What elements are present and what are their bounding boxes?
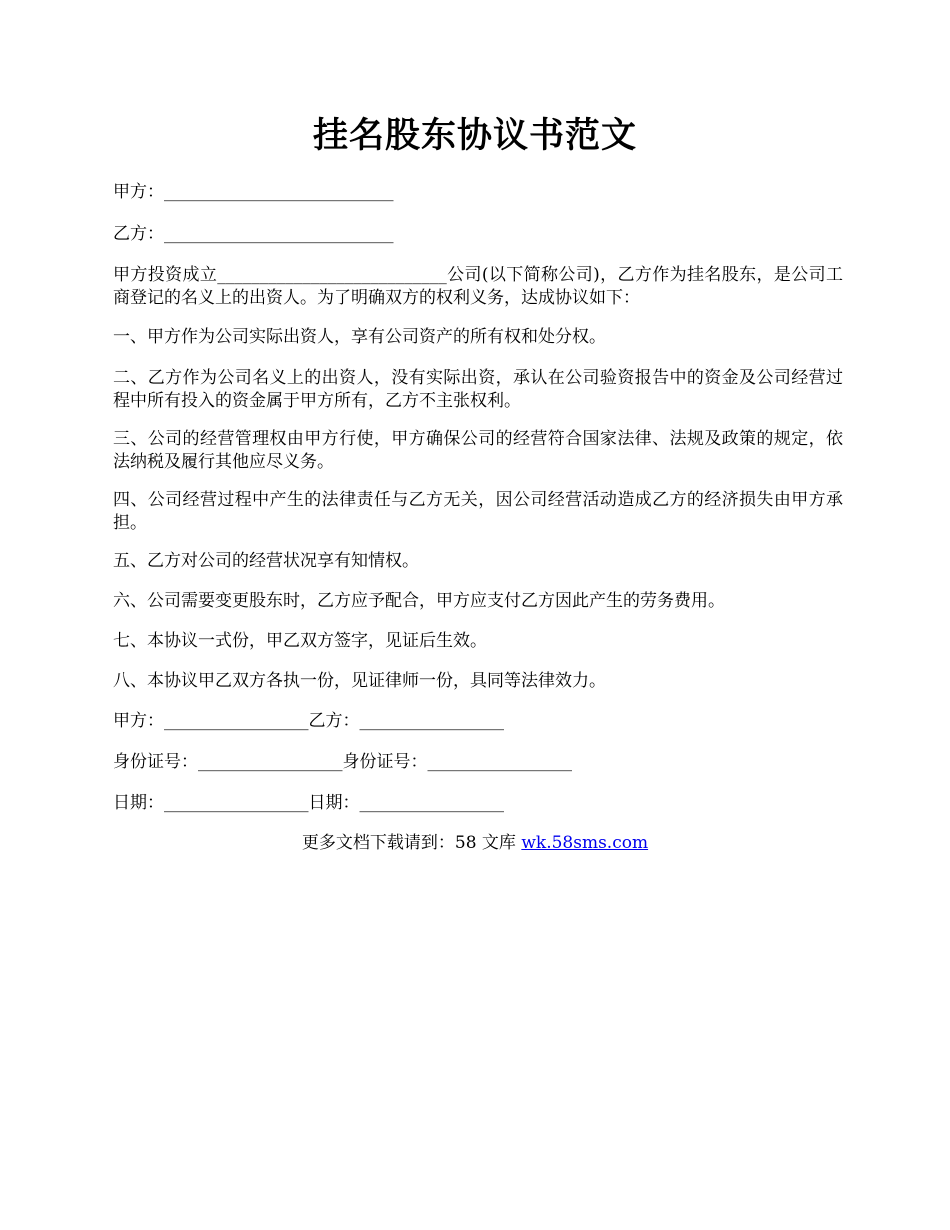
intro-paragraph: 甲方投资成立___________________________公司(以下简称公司)，乙方作为挂名股东，是公司工商登记的名义上的出资人。为了明确双方的权利义务，达成协议如下： xyxy=(113,265,843,308)
party-b-line: 乙方：___________________________ xyxy=(113,224,394,244)
clause-3: 三、公司的经营管理权由甲方行使，甲方确保公司的经营符合国家法律、法规及政策的规定，依法纳税及履行其他应尽义务。 xyxy=(113,429,843,472)
clause-8: 八、本协议甲乙双方各执一份，见证律师一份，具同等法律效力。 xyxy=(113,671,606,691)
party-a-line: 甲方：___________________________ xyxy=(113,182,394,202)
document-title: 挂名股东协议书范文 xyxy=(312,115,637,156)
signature-line-parties: 甲方：_________________乙方：_________________ xyxy=(113,711,504,731)
clause-1: 一、甲方作为公司实际出资人，享有公司资产的所有权和处分权。 xyxy=(113,327,606,347)
clause-6: 六、公司需要变更股东时，乙方应予配合，甲方应支付乙方因此产生的劳务费用。 xyxy=(113,591,725,611)
clause-2: 二、乙方作为公司名义上的出资人，没有实际出资，承认在公司验资报告中的资金及公司经营过程中所有投入的资金属于甲方所有，乙方不主张权利。 xyxy=(113,368,843,411)
footer-link[interactable]: wk.58sms.com xyxy=(521,833,649,853)
clause-7: 七、本协议一式份，甲乙双方签字，见证后生效。 xyxy=(113,631,487,651)
clause-4: 四、公司经营过程中产生的法律责任与乙方无关，因公司经营活动造成乙方的经济损失由甲方承担。 xyxy=(113,490,843,533)
download-footer xyxy=(0,832,950,855)
clause-5: 五、乙方对公司的经营状况享有知情权。 xyxy=(113,551,419,571)
footer-text: 更多文档下载请到：58 文库 xyxy=(301,833,522,853)
signature-line-id-number: 身份证号：_________________身份证号：_________________ xyxy=(113,752,572,772)
signature-line-date: 日期：_________________日期：_________________ xyxy=(113,793,504,813)
